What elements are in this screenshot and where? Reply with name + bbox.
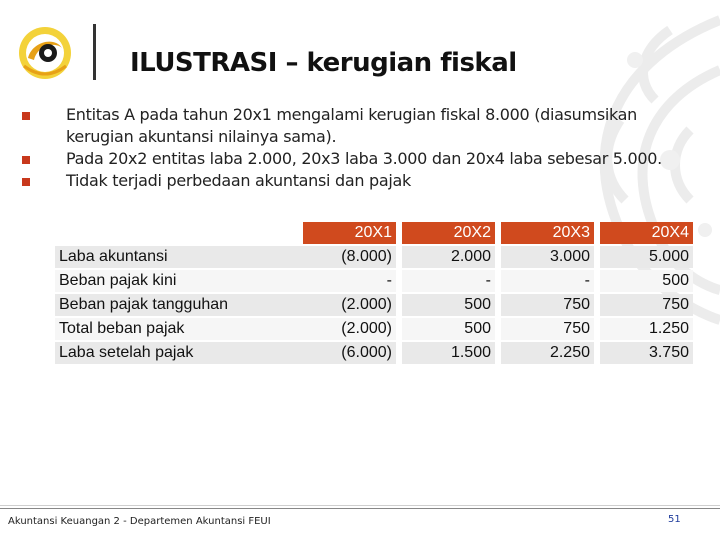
footer-text: Akuntansi Keuangan 2 - Departemen Akuntansi FEUI bbox=[8, 516, 271, 527]
cell: 750 bbox=[600, 294, 693, 316]
cell: 3.750 bbox=[600, 342, 693, 364]
bullet-marker-icon bbox=[22, 178, 30, 186]
cell: (2.000) bbox=[303, 294, 396, 316]
cell: 750 bbox=[501, 294, 594, 316]
bullet-list bbox=[0, 104, 700, 192]
row-label: Beban pajak tangguhan bbox=[55, 294, 303, 316]
header-blank bbox=[55, 222, 303, 244]
cell: (8.000) bbox=[303, 246, 396, 268]
page-title: ILUSTRASI – kerugian fiskal bbox=[130, 48, 517, 78]
col-header: 20X1 bbox=[303, 222, 396, 244]
cell: - bbox=[402, 270, 495, 292]
table-row bbox=[55, 318, 693, 340]
table-row bbox=[55, 246, 693, 268]
page-number: 51 bbox=[668, 514, 681, 525]
title-divider bbox=[93, 24, 96, 80]
cell: 500 bbox=[402, 294, 495, 316]
university-logo-icon bbox=[14, 22, 76, 84]
cell: 2.000 bbox=[402, 246, 495, 268]
table-header-row bbox=[55, 222, 693, 244]
cell: 5.000 bbox=[600, 246, 693, 268]
cell: - bbox=[303, 270, 396, 292]
bullet-item: Pada 20x2 entitas laba 2.000, 20x3 laba 3.000 dan 20x4 laba sebesar 5.000. bbox=[0, 148, 700, 170]
cell: (2.000) bbox=[303, 318, 396, 340]
cell: 2.250 bbox=[501, 342, 594, 364]
cell: (6.000) bbox=[303, 342, 396, 364]
col-header: 20X4 bbox=[600, 222, 693, 244]
row-label: Laba akuntansi bbox=[55, 246, 303, 268]
cell: 3.000 bbox=[501, 246, 594, 268]
fiscal-loss-table bbox=[55, 220, 693, 366]
bullet-item: Entitas A pada tahun 20x1 mengalami kerugian fiskal 8.000 (diasumsikan bbox=[0, 104, 700, 126]
cell: 750 bbox=[501, 318, 594, 340]
cell: 500 bbox=[600, 270, 693, 292]
cell: 500 bbox=[402, 318, 495, 340]
row-label: Beban pajak kini bbox=[55, 270, 303, 292]
cell: 1.500 bbox=[402, 342, 495, 364]
table-row bbox=[55, 294, 693, 316]
bullet-marker-icon bbox=[22, 156, 30, 164]
cell: - bbox=[501, 270, 594, 292]
footer-divider bbox=[0, 508, 720, 509]
cell: 1.250 bbox=[600, 318, 693, 340]
col-header: 20X3 bbox=[501, 222, 594, 244]
footer-divider bbox=[0, 505, 720, 506]
table-row bbox=[55, 270, 693, 292]
bullet-marker-icon bbox=[22, 112, 30, 120]
row-label: Total beban pajak bbox=[55, 318, 303, 340]
col-header: 20X2 bbox=[402, 222, 495, 244]
table-row bbox=[55, 342, 693, 364]
row-label: Laba setelah pajak bbox=[55, 342, 303, 364]
bullet-item: Tidak terjadi perbedaan akuntansi dan pajak bbox=[0, 170, 700, 192]
bullet-continuation: kerugian akuntansi nilainya sama). bbox=[66, 127, 337, 146]
